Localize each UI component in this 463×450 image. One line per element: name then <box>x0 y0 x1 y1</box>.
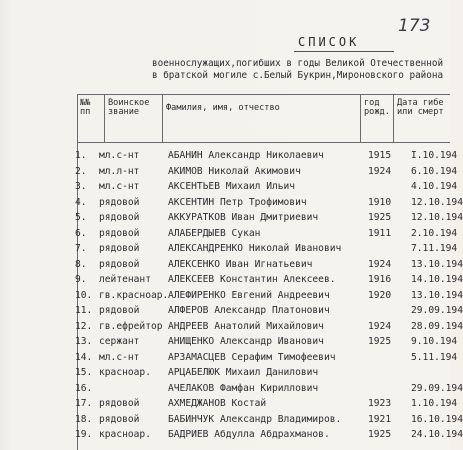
row-birth-year: 1924 <box>368 258 392 270</box>
row-rank: гв.ефрейтор <box>99 320 163 332</box>
row-birth-year: 1911 <box>368 227 392 239</box>
row-number: 15. <box>75 367 93 378</box>
row-fullname: АКСЕНТЬЕВ Михаил Ильич <box>168 181 296 192</box>
row-fullname: АНДРЕЕВ Анатолий Михайлович <box>168 320 324 332</box>
row-number: 13. <box>75 336 93 347</box>
row-fullname: АХМЕДЖАНОВ Костай <box>168 398 267 409</box>
row-fullname: АРЦАБЕЛЮК Михаил Данилович <box>168 367 319 378</box>
row-birth-year: 1920 <box>368 289 392 301</box>
row-death-date: 4.10.194 <box>411 181 458 192</box>
row-rank: рядовой <box>99 413 140 425</box>
row-rank: мл.с-нт <box>99 150 140 161</box>
row-death-date: 2.10.194 <box>411 227 458 239</box>
row-rank: рядовой <box>99 258 140 270</box>
row-death-date: 28.09.194 <box>411 320 463 332</box>
row-fullname: АЛЕФИРЕНКО Евгений Андреевич <box>168 289 330 301</box>
row-death-date: 24.10.194 <box>411 429 463 440</box>
row-rank: мл.с-нт <box>99 181 140 192</box>
row-fullname: БАБИНЧУК Александр Владимиров. <box>168 413 342 425</box>
row-birth-year: 1925 <box>368 212 392 223</box>
row-number: 4. <box>75 196 87 208</box>
row-birth-year: 1915 <box>368 150 392 161</box>
row-rank: лейтенант <box>99 274 151 285</box>
row-birth-year: 1916 <box>368 274 392 285</box>
row-rank: рядовой <box>99 305 140 316</box>
table-top-border <box>77 94 450 95</box>
column-divider-3 <box>360 94 361 142</box>
row-rank: мл.с-нт <box>99 351 140 363</box>
row-birth-year: 1924 <box>368 320 392 332</box>
row-fullname: АЛЕКСАНДРЕНКО Николай Иванович <box>168 243 342 254</box>
row-death-date: 16.10.194 <box>411 413 463 425</box>
row-death-date: 6.10.194 <box>411 165 458 177</box>
row-number: 9. <box>75 274 87 285</box>
row-death-date: 12.10.194 <box>411 196 463 208</box>
row-number: 3. <box>75 181 87 192</box>
table-header-border <box>77 142 450 143</box>
row-death-date: 12.10.194 <box>411 212 463 223</box>
row-death-date: 29.09.194 <box>411 305 463 316</box>
row-fullname: АЛЕКСЕЕВ Константин Алексеев. <box>168 274 336 285</box>
row-death-date: 1.10.194 <box>411 398 458 409</box>
row-number: 5. <box>75 212 87 223</box>
row-number: 10. <box>75 289 93 301</box>
row-fullname: АКСЕНТИН Петр Трофимович <box>168 196 307 208</box>
row-number: 19. <box>75 429 93 440</box>
row-fullname: АБАНИН Александр Николаевич <box>168 150 324 161</box>
row-fullname: АЛФЕРОВ Александр Платонович <box>168 305 330 316</box>
row-death-date: 7.11.194 <box>411 243 458 254</box>
row-number: 8. <box>75 258 87 270</box>
document-title: СПИСОК <box>298 35 360 49</box>
row-number: 6. <box>75 227 87 239</box>
row-number: 16. <box>75 382 93 394</box>
row-birth-year: 1925 <box>368 336 392 347</box>
row-fullname: АККУРАТКОВ Иван Дмитриевич <box>168 212 319 223</box>
row-death-date: 14.10.194 <box>411 274 463 285</box>
table-left-border <box>77 94 78 450</box>
row-rank: сержант <box>99 336 140 347</box>
row-rank: красноар. <box>99 429 151 440</box>
row-rank: рядовой <box>99 398 140 409</box>
row-birth-year: 1921 <box>368 413 392 425</box>
page-number: 173 <box>398 16 431 36</box>
column-header-name: Фамилия, имя, отчество <box>166 103 280 113</box>
column-divider-1 <box>104 94 105 142</box>
row-number: 11. <box>75 305 93 316</box>
heading-line-1: военнослужащих,погибших в годы Великой Отечественной <box>152 58 444 69</box>
row-rank: рядовой <box>99 243 140 254</box>
column-header-year: год рожд. <box>364 98 390 117</box>
row-fullname: БАДРИЕВ Абдулла Абдрахманов. <box>168 429 330 440</box>
column-divider-2 <box>162 94 163 142</box>
row-death-date: 9.10.194 <box>411 336 458 347</box>
row-number: 2. <box>75 165 87 177</box>
row-rank: рядовой <box>99 212 140 223</box>
column-header-date: Дата гибе или смерт <box>397 98 444 117</box>
row-rank: гв.красноар. <box>99 289 169 301</box>
row-rank: красноар. <box>99 367 151 378</box>
column-header-rank: Воинское звание <box>108 98 150 117</box>
row-number: 14. <box>75 351 93 363</box>
title-underline <box>294 51 394 52</box>
row-birth-year: 1924 <box>368 165 392 177</box>
row-fullname: АЛАБЕРДЫЕВ Сукан <box>168 227 261 239</box>
row-fullname: АЧЕЛАКОВ Фамфан Кириллович <box>168 382 319 394</box>
row-death-date: 13.10.194 <box>411 258 463 270</box>
row-death-date: I.10.194 <box>411 150 458 161</box>
row-rank: рядовой <box>99 196 140 208</box>
row-fullname: АЛЕКСЕНКО Иван Игнатьевич <box>168 258 313 270</box>
row-rank: мл.л-нт <box>99 165 140 177</box>
column-divider-4 <box>393 94 394 142</box>
row-number: 1. <box>75 150 87 161</box>
row-fullname: АРЗАМАСЦЕВ Серафим Тимофеевич <box>168 351 336 363</box>
row-number: 18. <box>75 413 93 425</box>
row-rank: рядовой <box>99 227 140 239</box>
row-death-date: 13.10.194 <box>411 289 463 301</box>
row-number: 7. <box>75 243 87 254</box>
row-death-date: 5.11.194 <box>411 351 458 363</box>
row-birth-year: 1923 <box>368 398 392 409</box>
row-death-date: 29.09.194 <box>411 382 463 394</box>
row-number: 17. <box>75 398 93 409</box>
column-header-num: №№ пп <box>80 98 91 117</box>
heading-line-2: в братской могиле с.Белый Букрин,Мироновского района <box>152 70 444 81</box>
row-number: 12. <box>75 320 93 332</box>
row-birth-year: 1910 <box>368 196 392 208</box>
row-fullname: АНИЩЕНКО Александр Иванович <box>168 336 324 347</box>
row-fullname: АКИМОВ Николай Акимович <box>168 165 301 177</box>
row-birth-year: 1925 <box>368 429 392 440</box>
